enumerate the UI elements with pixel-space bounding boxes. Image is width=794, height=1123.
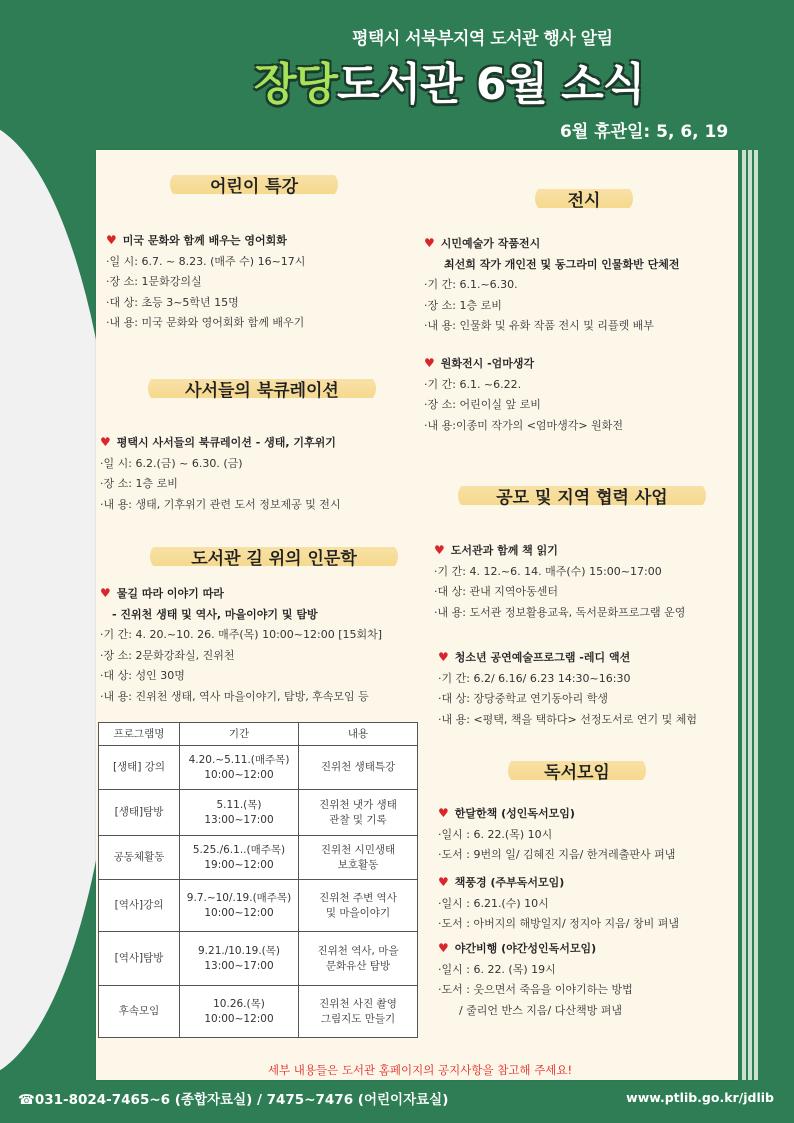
humanities-line: ·기 간: 4. 20.~10. 26. 매주(목) 10:00~12:00 [15회차] <box>100 628 383 641</box>
table-row <box>99 880 418 932</box>
humanities-line: ·내 용: 진위천 생태, 역사 마을이야기, 탐방, 후속모임 등 <box>100 689 369 703</box>
curation-line: ·내 용: 생태, 기후위기 관련 도서 정보제공 및 전시 <box>100 497 341 511</box>
page-edge <box>742 150 746 1080</box>
table-cell: 5.11.(목) 13:00~17:00 <box>180 790 299 836</box>
exhibit-line: ·내 용:이종미 작가의 <엄마생각> 원화전 <box>424 418 624 432</box>
table-cell: 4.20.~5.11.(매주목) 10:00~12:00 <box>180 746 299 790</box>
table-cell: 진위천 냇가 생태 관찰 및 기록 <box>299 790 418 836</box>
table-cell: [생태] 강의 <box>99 746 180 790</box>
partner-line: ·대 상: 장당중학교 연기동아리 학생 <box>438 692 608 705</box>
footer-phone: ☎031-8024-7465~6 (종합자료실) / 7475~7476 (어린이자료실) <box>18 1092 449 1108</box>
humanities-head2: - 진위천 생태 및 역사, 마을이야기 및 탐방 <box>112 607 318 621</box>
program-table <box>98 722 418 1038</box>
section-title-exhibit: 전시 <box>535 184 633 213</box>
page-edge <box>748 150 752 1080</box>
section-title-partner: 공모 및 지역 협력 사업 <box>458 481 706 510</box>
partner-line: ·대 상: 관내 지역아동센터 <box>434 585 558 598</box>
kids-head: ♥ 미국 문화와 함께 배우는 영어회화 <box>106 233 287 247</box>
table-cell: [생태]탐방 <box>99 790 180 836</box>
humanities-block <box>100 583 420 707</box>
heart-icon: ♥ <box>438 806 449 820</box>
table-cell: 공동체활동 <box>99 836 180 880</box>
table-cell: 5.25./6.1..(매주목) 19:00~12:00 <box>180 836 299 880</box>
page-title <box>254 48 774 112</box>
table-cell: 진위천 사진 촬영 그림지도 만들기 <box>299 986 418 1038</box>
partner-block-2 <box>438 647 738 730</box>
table-row <box>99 746 418 790</box>
exhibit-line: ·장 소: 1층 로비 <box>424 298 502 312</box>
heart-icon: ♥ <box>424 236 435 250</box>
reading-line: ·일시 : 6. 22.(목) 10시 <box>438 827 553 841</box>
page-edge <box>754 150 758 1080</box>
exhibit-line: ·기 간: 6.1.~6.30. <box>424 278 518 291</box>
section-title-curation: 사서들의 북큐레이션 <box>148 374 376 403</box>
kids-block <box>106 230 406 334</box>
exhibit-line: ·장 소: 어린이실 앞 로비 <box>424 398 541 411</box>
column-header: 내용 <box>299 723 418 746</box>
exhibit-head: ♥ 원화전시 -엄마생각 <box>424 356 535 370</box>
partner-head: ♥ 도서관과 함께 책 읽기 <box>434 543 558 557</box>
heart-icon: ♥ <box>100 435 111 449</box>
table-cell: 진위천 주변 역사 및 마을이야기 <box>299 880 418 932</box>
reading-line: / 줄리언 반스 지음/ 다산책방 펴냄 <box>438 1003 623 1017</box>
reading-block-1 <box>438 803 738 866</box>
table-cell: 9.21./10.19.(목) 13:00~17:00 <box>180 932 299 986</box>
heart-icon: ♥ <box>424 356 435 370</box>
partner-line: ·기 간: 4. 12.~6. 14. 매주(수) 15:00~17:00 <box>434 564 662 578</box>
table-cell: [역사]강의 <box>99 880 180 932</box>
reading-line: ·일시 : 6.21.(수) 10시 <box>438 896 549 910</box>
exhibit-line: ·기 간: 6.1. ~6.22. <box>424 377 522 391</box>
curation-head: ♥ 평택시 사서들의 북큐레이션 - 생태, 기후위기 <box>100 435 336 449</box>
reading-head: ♥ 한달한책 (성인독서모임) <box>438 806 575 820</box>
exhibit-head2: 최선희 작가 개인전 및 동그라미 인물화반 단체전 <box>444 257 680 271</box>
reading-block-2 <box>438 872 738 935</box>
reading-head: ♥ 야간비행 (야간성인독서모임) <box>438 941 597 955</box>
heart-icon: ♥ <box>434 543 445 557</box>
table-row <box>99 790 418 836</box>
table-cell: 진위천 생태특강 <box>299 746 418 790</box>
exhibit-line: ·내 용: 인물화 및 유화 작품 전시 및 리플렛 배부 <box>424 319 654 332</box>
homepage-notice: 세부 내용들은 도서관 홈페이지의 공지사항을 참고해 주세요! <box>267 1063 573 1077</box>
section-title-reading: 독서모임 <box>508 756 646 785</box>
closed-days: 6월 휴관일: 5, 6, 19 <box>560 122 729 142</box>
section-title-kids: 어린이 특강 <box>170 170 338 199</box>
curation-line: ·장 소: 1층 로비 <box>100 477 178 490</box>
partner-line: ·내 용: 도서관 정보활용교육, 독서문화프로그램 운영 <box>434 605 686 619</box>
kids-line: ·장 소: 1문화강의실 <box>106 275 202 288</box>
exhibit-block-2 <box>424 353 734 436</box>
heart-icon: ♥ <box>100 586 111 600</box>
table-row <box>99 932 418 986</box>
table-cell: [역사]탐방 <box>99 932 180 986</box>
reading-block-3 <box>438 938 738 1021</box>
partner-block-1 <box>434 540 734 623</box>
heart-icon: ♥ <box>106 233 117 247</box>
table-cell: 10.26.(목) 10:00~12:00 <box>180 986 299 1038</box>
table-row <box>99 836 418 880</box>
table-cell: 9.7.~10/.19.(매주목) 10:00~12:00 <box>180 880 299 932</box>
heart-icon: ♥ <box>438 650 449 664</box>
humanities-line: ·대 상: 성인 30명 <box>100 669 185 682</box>
title-rest: 도서관 6월 소식 <box>337 59 645 110</box>
footer-url[interactable]: www.ptlib.go.kr/jdlib <box>626 1090 774 1105</box>
partner-line: ·내 용: <평택, 책을 택하다> 선정도서로 연기 및 체험 <box>438 712 697 726</box>
title-highlight: 장당 <box>254 59 338 110</box>
table-cell: 진위천 시민생태 보호활동 <box>299 836 418 880</box>
exhibit-head: ♥ 시민예술가 작품전시 <box>424 236 541 250</box>
reading-line: ·도서 : 아버지의 해방일지/ 정지아 지음/ 창비 펴냄 <box>438 917 679 930</box>
humanities-head: ♥ 물길 따라 이야기 따라 <box>100 586 224 600</box>
table-row <box>99 986 418 1038</box>
curation-line: ·일 시: 6.2.(금) ~ 6.30. (금) <box>100 456 243 470</box>
partner-line: ·기 간: 6.2/ 6.16/ 6.23 14:30~16:30 <box>438 671 631 685</box>
section-title-humanities: 도서관 길 위의 인문학 <box>150 542 398 571</box>
heart-icon: ♥ <box>438 941 449 955</box>
reading-head: ♥ 책풍경 (주부독서모임) <box>438 875 565 889</box>
column-header: 프로그램명 <box>99 723 180 746</box>
exhibit-block-1 <box>424 233 734 337</box>
column-header: 기간 <box>180 723 299 746</box>
table-cell: 후속모임 <box>99 986 180 1038</box>
heart-icon: ♥ <box>438 875 449 889</box>
kids-line: ·대 상: 초등 3~5학년 15명 <box>106 295 239 309</box>
table-cell: 진위천 역사, 마을 문화유산 탐방 <box>299 932 418 986</box>
reading-line: ·도서 : 웃으면서 죽음을 이야기하는 방법 <box>438 983 633 996</box>
header-subtitle: 평택시 서북부지역 도서관 행사 알림 <box>352 29 613 49</box>
kids-line: ·일 시: 6.7. ~ 8.23. (매주 수) 16~17시 <box>106 254 306 268</box>
reading-line: ·도서 : 9번의 일/ 김혜진 지음/ 한겨레출판사 펴냄 <box>438 848 676 861</box>
partner-head: ♥ 청소년 공연예술프로그램 -레디 액션 <box>438 650 631 664</box>
curation-block <box>100 432 410 515</box>
table-header-row <box>99 723 418 746</box>
kids-line: ·내 용: 미국 문화와 영어회화 함께 배우기 <box>106 316 305 329</box>
reading-line: ·일시 : 6. 22. (목) 19시 <box>438 962 556 976</box>
humanities-line: ·장 소: 2문화강좌실, 진위천 <box>100 648 235 662</box>
